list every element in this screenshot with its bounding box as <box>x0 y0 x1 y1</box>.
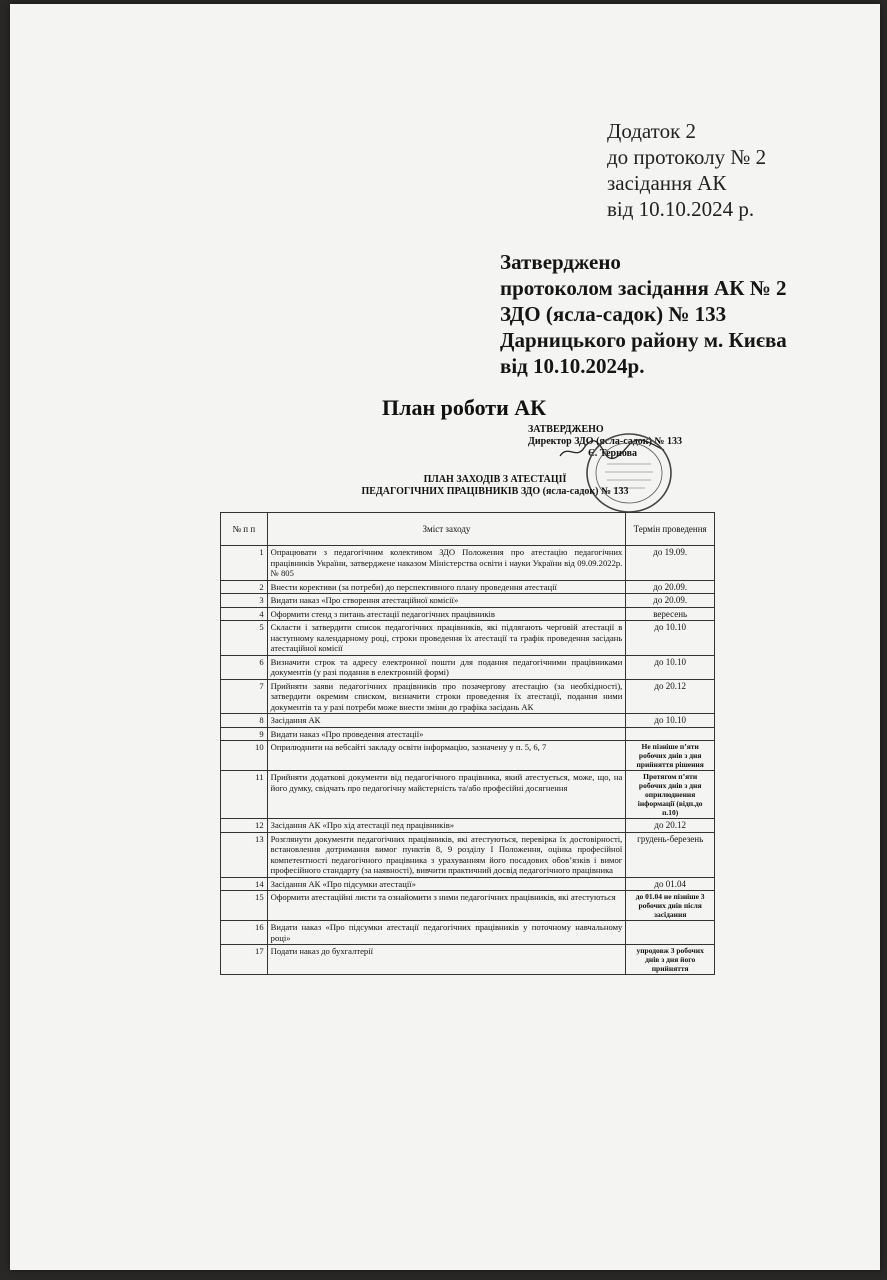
row-number: 16 <box>221 921 268 945</box>
approval-block <box>500 249 787 379</box>
table-row <box>221 607 715 621</box>
header-number: № п п <box>221 513 268 546</box>
approval-line-4: Дарницького району м. Києва <box>500 328 787 352</box>
row-number: 17 <box>221 945 268 975</box>
table-row <box>221 727 715 741</box>
row-action: Визначити строк та адресу електронної пошти для подання педагогічними працівниками документів (у разі подання в електронній формі) <box>267 655 626 679</box>
row-term: вересень <box>626 607 715 621</box>
annex-block <box>607 118 766 222</box>
row-action: Засідання АК «Про підсумки атестації» <box>267 877 626 891</box>
table-row <box>221 877 715 891</box>
row-term: Протягом п’яти робочих днів з дня оприлюднення інформації (відп.до п.10) <box>626 771 715 819</box>
row-action: Засідання АК <box>267 714 626 728</box>
row-term: Не пізніше п’яти робочих днів з дня прийняття рішення <box>626 741 715 771</box>
row-term: до 20.09. <box>626 594 715 608</box>
annex-line-2: до протоколу № 2 <box>607 145 767 169</box>
table-title <box>350 474 640 498</box>
annex-line-4: від 10.10.2024 р. <box>607 197 755 221</box>
row-action: Скласти і затвердити список педагогічних працівників, які підлягають черговій атестації в наступному календарному році, строки проведення їх атестації та графік проведення засідань атестаційної комісії <box>267 621 626 656</box>
stamp-line-1: ЗАТВЕРДЖЕНО <box>528 424 604 435</box>
table-row <box>221 714 715 728</box>
row-action: Оприлюднити на вебсайті закладу освіти інформацію, зазначену у п. 5, 6, 7 <box>267 741 626 771</box>
table-header-row <box>221 513 715 546</box>
row-number: 10 <box>221 741 268 771</box>
row-number: 7 <box>221 679 268 714</box>
row-number: 2 <box>221 580 268 594</box>
row-action: Засідання АК «Про хід атестації пед працівників» <box>267 819 626 833</box>
approval-line-2: протоколом засідання АК № 2 <box>500 276 787 300</box>
row-number: 5 <box>221 621 268 656</box>
row-action: Оформити стенд з питань атестації педагогічних працівників <box>267 607 626 621</box>
table-row <box>221 832 715 877</box>
row-term: до 20.09. <box>626 580 715 594</box>
row-term: до 19.09. <box>626 546 715 581</box>
row-action: Видати наказ «Про підсумки атестації педагогічних працівників у поточному навчальному році» <box>267 921 626 945</box>
row-term: грудень-березень <box>626 832 715 877</box>
table-row <box>221 819 715 833</box>
row-term: до 20.12 <box>626 819 715 833</box>
row-number: 13 <box>221 832 268 877</box>
row-action: Опрацювати з педагогічним колективом ЗДО Положення про атестацію педагогічних працівників України, затверджене наказом Міністерства освіти і науки України від 09.09.2022р. № 805 <box>267 546 626 581</box>
table-title-line-1: ПЛАН ЗАХОДІВ З АТЕСТАЦІЇ <box>423 474 567 485</box>
row-term: до 01.04 <box>626 877 715 891</box>
plan-table <box>220 512 715 975</box>
row-action: Прийняти заяви педагогічних працівників про позачергову атестацію (за необхідності), затвердити окремим списком, визначити строки проведення їх атестації, подання ними документів та у разі потреби може внести зміни до графіка засідань АК <box>267 679 626 714</box>
table-row <box>221 945 715 975</box>
row-term: до 10.10 <box>626 714 715 728</box>
row-number: 4 <box>221 607 268 621</box>
row-term: до 10.10 <box>626 655 715 679</box>
row-action: Подати наказ до бухгалтерії <box>267 945 626 975</box>
row-number: 12 <box>221 819 268 833</box>
row-action: Внести корективи (за потреби) до перспективного плану проведення атестації <box>267 580 626 594</box>
table-row <box>221 655 715 679</box>
table-row <box>221 621 715 656</box>
approval-line-3: ЗДО (ясла-садок) № 133 <box>500 302 727 326</box>
table-title-line-2: ПЕДАГОГІЧНИХ ПРАЦІВНИКІВ ЗДО (ясла-садок) № 133 <box>361 486 629 497</box>
header-term: Термін проведення <box>626 513 715 546</box>
row-term <box>626 921 715 945</box>
row-term: до 01.04 не пізніше 3 робочих днів після засідання <box>626 891 715 921</box>
row-term: упродовж 3 робочих днів з дня його прийняття <box>626 945 715 975</box>
row-term: до 20.12 <box>626 679 715 714</box>
table-row <box>221 580 715 594</box>
annex-line-1: Додаток 2 <box>607 119 697 143</box>
row-term: до 10.10 <box>626 621 715 656</box>
table-row <box>221 546 715 581</box>
row-action: Видати наказ «Про проведення атестації» <box>267 727 626 741</box>
row-number: 14 <box>221 877 268 891</box>
row-number: 8 <box>221 714 268 728</box>
table-row <box>221 594 715 608</box>
stamp-line-2: Директор ЗДО (ясла-садок) № 133 <box>528 436 682 447</box>
approval-line-1: Затверджено <box>500 250 621 274</box>
stamp-line-3: Є. Тернова <box>588 448 637 459</box>
row-action: Видати наказ «Про створення атестаційної комісії» <box>267 594 626 608</box>
row-number: 3 <box>221 594 268 608</box>
table-row <box>221 741 715 771</box>
plan-title: План роботи АК <box>382 395 547 420</box>
row-number: 9 <box>221 727 268 741</box>
table-row <box>221 771 715 819</box>
row-term <box>626 727 715 741</box>
annex-line-3: засідання АК <box>607 171 727 195</box>
row-action: Розглянути документи педагогічних працівників, які атестуються, перевірка їх достовірності, встановлення дотримання вимог пунктів 8, 9 розділу І Положення, оцінка професійної компетентності педагогічного працівника з урахуванням його посадових обов’язків і вимог професійного стандарту (за наявності), вивчити практичний досвід педагогічного працівника <box>267 832 626 877</box>
header-action: Зміст заходу <box>267 513 626 546</box>
row-number: 15 <box>221 891 268 921</box>
table-row <box>221 679 715 714</box>
row-number: 6 <box>221 655 268 679</box>
row-number: 1 <box>221 546 268 581</box>
round-seal-icon <box>585 432 673 514</box>
approval-line-5: від 10.10.2024р. <box>500 354 645 378</box>
row-action: Оформити атестаційні листи та ознайомити з ними педагогічних працівників, які атестуються <box>267 891 626 921</box>
table-row <box>221 891 715 921</box>
table-row <box>221 921 715 945</box>
row-action: Прийняти додаткові документи від педагогічного працівника, який атестується, може, що, на його думку, свідчать про педагогічну майстерність та/або професійні досягнення <box>267 771 626 819</box>
row-number: 11 <box>221 771 268 819</box>
document-page <box>10 4 880 1270</box>
